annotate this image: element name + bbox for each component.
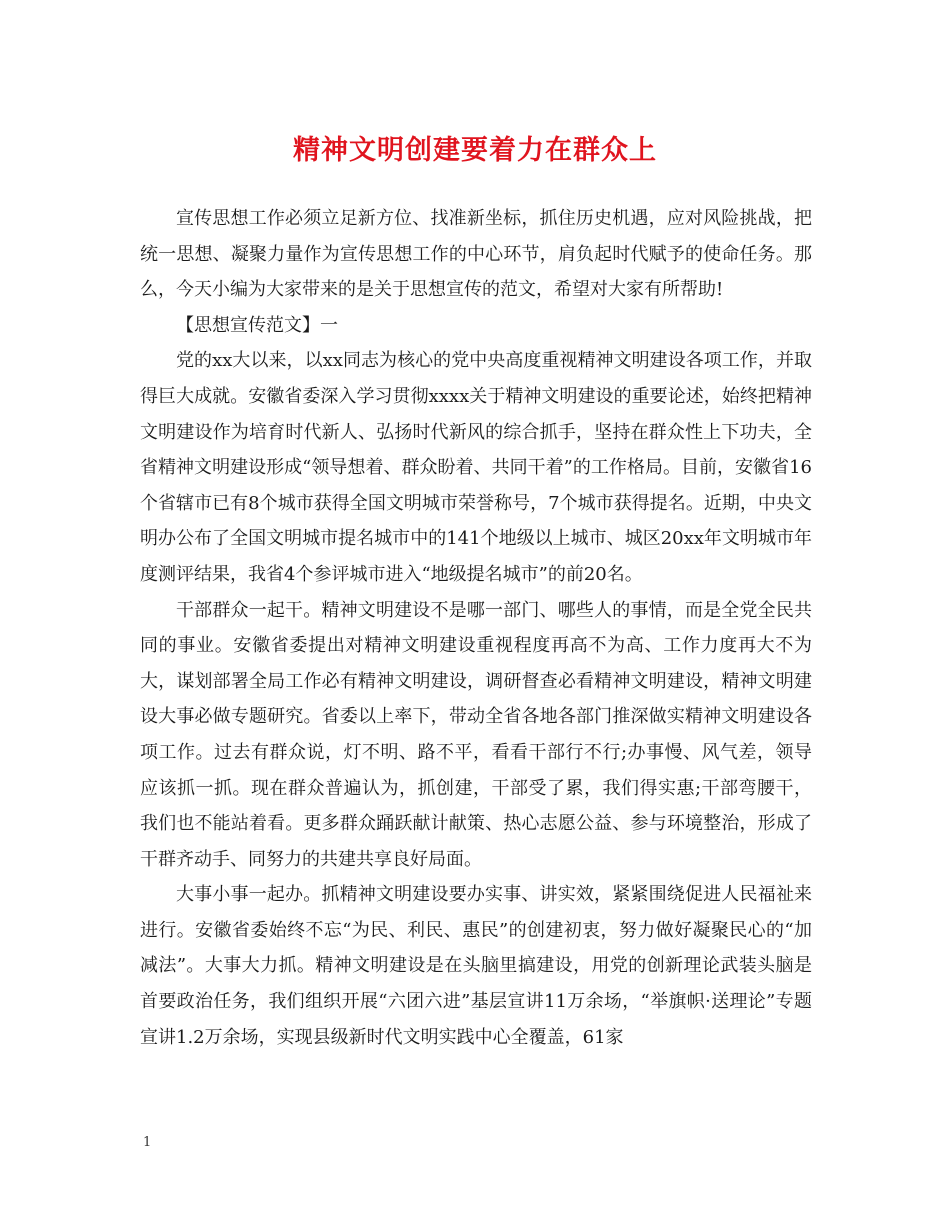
body-paragraph: 党的xx大以来，以xx同志为核心的党中央高度重视精神文明建设各项工作，并取得巨大成就。安徽省委深入学习贯彻xxxx关于精神文明建设的重要论述，始终把精神文明建设作为培育时代新人、弘扬时代新风的综合抓手，坚持在群众性上下功夫，全省精神文明建设形成“领导想着、群众盼着、共同干着”的工作格局。目前，安徽省16个省辖市已有8个城市获得全国文明城市荣誉称号，7个城市获得提名。近期，中央文明办公布了全国文明城市提名城市中的141个地级以上城市、城区20xx年文明城市年度测评结果，我省4个参评城市进入“地级提名城市”的前20名。 (140, 350, 812, 585)
body-paragraph: 干部群众一起干。精神文明建设不是哪一部门、哪些人的事情，而是全党全民共同的事业。安徽省委提出对精神文明建设重视程度再高不为高、工作力度再大不为大，谋划部署全局工作必有精神文明建设，调研督查必看精神文明建设，精神文明建设大事必做专题研究。省委以上率下，带动全省各地各部门推深做实精神文明建设各项工作。过去有群众说，灯不明、路不平，看看干部行不行;办事慢、风气差，领导应该抓一抓。现在群众普遍认为，抓创建，干部受了累，我们得实惠;干部弯腰干，我们也不能站着看。更多群众踊跃献计献策、热心志愿公益、参与环境整治，形成了干群齐动手、同努力的共建共享良好局面。 (140, 599, 812, 870)
page-number: 1 (143, 1135, 152, 1150)
document-title: 精神文明创建要着力在群众上 (293, 135, 657, 166)
document-body (140, 201, 812, 1055)
intro-paragraph: 宣传思想工作必须立足新方位、找准新坐标，抓住历史机遇，应对风险挑战，把统一思想、凝聚力量作为宣传思想工作的中心环节，肩负起时代赋予的使命任务。那么，今天小编为大家带来的是关于思想宣传的范文，希望对大家有所帮助! (140, 208, 812, 301)
section-heading: 【思想宣传范文】一 (176, 314, 338, 336)
body-paragraph: 大事小事一起办。抓精神文明建设要办实事、讲实效，紧紧围绕促进人民福祉来进行。安徽省委始终不忘“为民、利民、惠民”的创建初衷，努力做好凝聚民心的“加减法”。大事大力抓。精神文明建设是在头脑里搞建设，用党的创新理论武装头脑是首要政治任务，我们组织开展“六团六进”基层宣讲11万余场，“举旗帜·送理论”专题宣讲1.2万余场，实现县级新时代文明实践中心全覆盖，61家 (140, 884, 812, 1048)
